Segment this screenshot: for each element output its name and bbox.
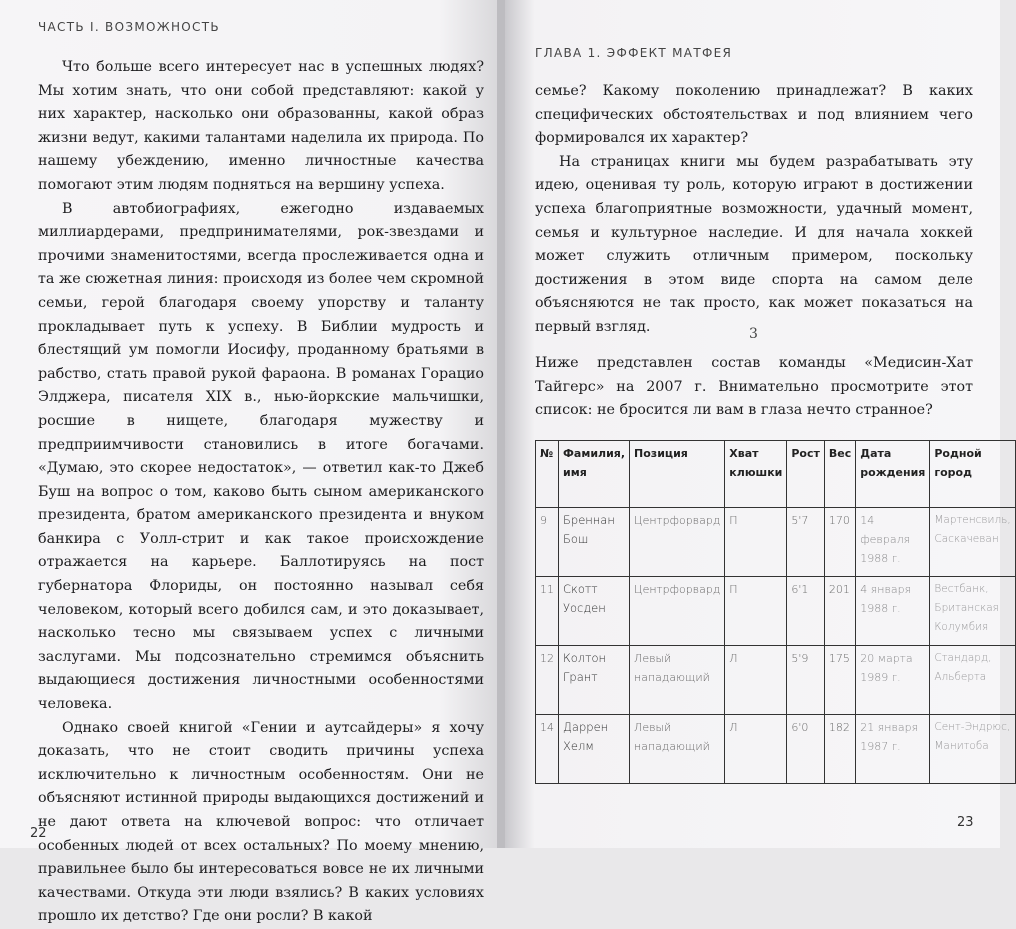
- cell-birthdate: 21 января 1987 г.: [856, 715, 930, 784]
- header-weight: Вес: [824, 441, 855, 508]
- table-row: [536, 715, 1016, 784]
- cell-grip: Л: [725, 715, 787, 784]
- page-number-left: 22: [30, 826, 47, 841]
- cell-name: Бреннан Бош: [559, 508, 630, 577]
- left-paragraph-3: Однако своей книгой «Гении и аутсайдеры» я хочу доказать, что не стоит сводить причины успеха исключительно к личностным особенностям. Они не объясняют истинной природы выдающихся достижений и не дают ответа на ключевой вопрос: что отличает особенных людей от всех остальных? По моему мнению, правильнее было бы интересоваться вовсе не их личными качествами. Откуда эти люди взялись? В каких условиях прошло их детство? Где они росли? В какой: [38, 719, 484, 925]
- cell-number: 14: [536, 715, 559, 784]
- cell-birthdate: 20 марта 1989 г.: [856, 646, 930, 715]
- cell-hometown: Сент-Эндрюс, Манитоба: [930, 715, 1015, 784]
- table-header-row: [536, 441, 1016, 508]
- right-body-text: [535, 80, 973, 340]
- table-intro-text: Ниже представлен состав команды «Медисин-Хат Тайгерс» на 2007 г. Внимательно просмотрите этот список: не бросится ли вам в глаза нечто странное?: [535, 355, 973, 419]
- cell-hometown: Стандард, Альберта: [930, 646, 1015, 715]
- header-number: №: [536, 441, 559, 508]
- table-row: [536, 577, 1016, 646]
- cell-height: 6'0: [787, 715, 825, 784]
- cell-weight: 182: [824, 715, 855, 784]
- cell-height: 5'9: [787, 646, 825, 715]
- table-intro: [535, 352, 973, 423]
- cell-grip: П: [725, 577, 787, 646]
- cell-position: Центрфорвард: [630, 577, 725, 646]
- header-birthdate: Дата рождения: [856, 441, 930, 508]
- cell-hometown: Вестбанк, Британская Колумбия: [930, 577, 1015, 646]
- cell-position: Левый нападающий: [630, 646, 725, 715]
- left-page: [0, 0, 500, 925]
- cell-number: 9: [536, 508, 559, 577]
- cell-number: 12: [536, 646, 559, 715]
- cell-name: Даррен Хелм: [559, 715, 630, 784]
- cell-height: 6'1: [787, 577, 825, 646]
- cell-name: Скотт Уосден: [559, 577, 630, 646]
- cell-grip: Л: [725, 646, 787, 715]
- cell-weight: 170: [824, 508, 855, 577]
- cell-weight: 175: [824, 646, 855, 715]
- page-number-right: 23: [957, 815, 974, 830]
- running-head-right: ГЛАВА 1. ЭФФЕКТ МАТФЕЯ: [535, 46, 733, 60]
- left-paragraph-2: В автобиографиях, ежегодно издаваемых миллиардерами, предпринимателями, рок-звездами и прочими знаменитостями, всегда прослеживается одна и та же сюжетная линия: происходя из более чем скромной семьи, герой благодаря своему упорству и таланту прокладывает путь к успеху. В Библии мудрость и блестящий ум помогли Иосифу, проданному братьями в рабство, стать правой рукой фараона. В романах Горацио Элджера, писателя XIX в., нью-йоркские мальчишки, росшие в нищете, благодаря мужеству и предприимчивости становились в итоге богачами. «Думаю, это скорее недостаток», — ответил как-то Джеб Буш на вопрос о том, каково быть сыном американского президента, братом американского президента и внуком банкира с Уолл-стрит и как такое происхождение отражается на карьере. Баллотируясь на пост губернатора Флориды, он постоянно называл себя человеком, который всего добился сам, и это доказывает, насколько тесно мы связываем успех с личными заслугами. Мы подсознательно стремимся объяснить выдающиеся достижения личностными особенностями человека.: [38, 200, 484, 713]
- left-body-text: [38, 56, 484, 929]
- cell-birthdate: 4 января 1988 г.: [856, 577, 930, 646]
- cell-grip: П: [725, 508, 787, 577]
- header-hometown: Родной город: [930, 441, 1015, 508]
- team-roster-table: [535, 440, 1016, 784]
- table-row: [536, 508, 1016, 577]
- running-head-left: ЧАСТЬ I. ВОЗМОЖНОСТЬ: [38, 20, 220, 34]
- cell-hometown: Мартенсвиль, Саскачеван: [930, 508, 1015, 577]
- cell-weight: 201: [824, 577, 855, 646]
- cell-birthdate: 14 февраля 1988 г.: [856, 508, 930, 577]
- right-page: [505, 0, 1011, 848]
- left-paragraph-1: Что больше всего интересует нас в успешных людях? Мы хотим знать, что они собой представляют: какой у них характер, насколько они образованны, какой образ жизни ведут, какими талантами наделила их природа. По нашему убеждению, именно личностные качества помогают этим людям подняться на вершину успеха.: [38, 59, 484, 193]
- header-grip: Хват клюшки: [725, 441, 787, 508]
- cell-height: 5'7: [787, 508, 825, 577]
- cell-name: Колтон Грант: [559, 646, 630, 715]
- right-paragraph: На страницах книги мы будем разрабатывать эту идею, оценивая ту роль, которую играют в достижении успеха благоприятные возможности, удачный момент, семья и культурное наследие. И для начала хоккей может служить отличным примером, поскольку достижения в этом виде спорта на самом деле объясняются не так просто, как может показаться на первый взгляд.: [535, 153, 973, 335]
- right-continuation: семье? Какому поколению принадлежат? В каких специфических обстоятельствах и под влиянием чего формировался их характер?: [535, 83, 973, 147]
- header-position: Позиция: [630, 441, 725, 508]
- table-row: [536, 646, 1016, 715]
- cell-position: Центрфорвард: [630, 508, 725, 577]
- cell-number: 11: [536, 577, 559, 646]
- header-height: Рост: [787, 441, 825, 508]
- section-number: 3: [749, 326, 758, 342]
- header-name: Фамилия, имя: [559, 441, 630, 508]
- cell-position: Левый нападающий: [630, 715, 725, 784]
